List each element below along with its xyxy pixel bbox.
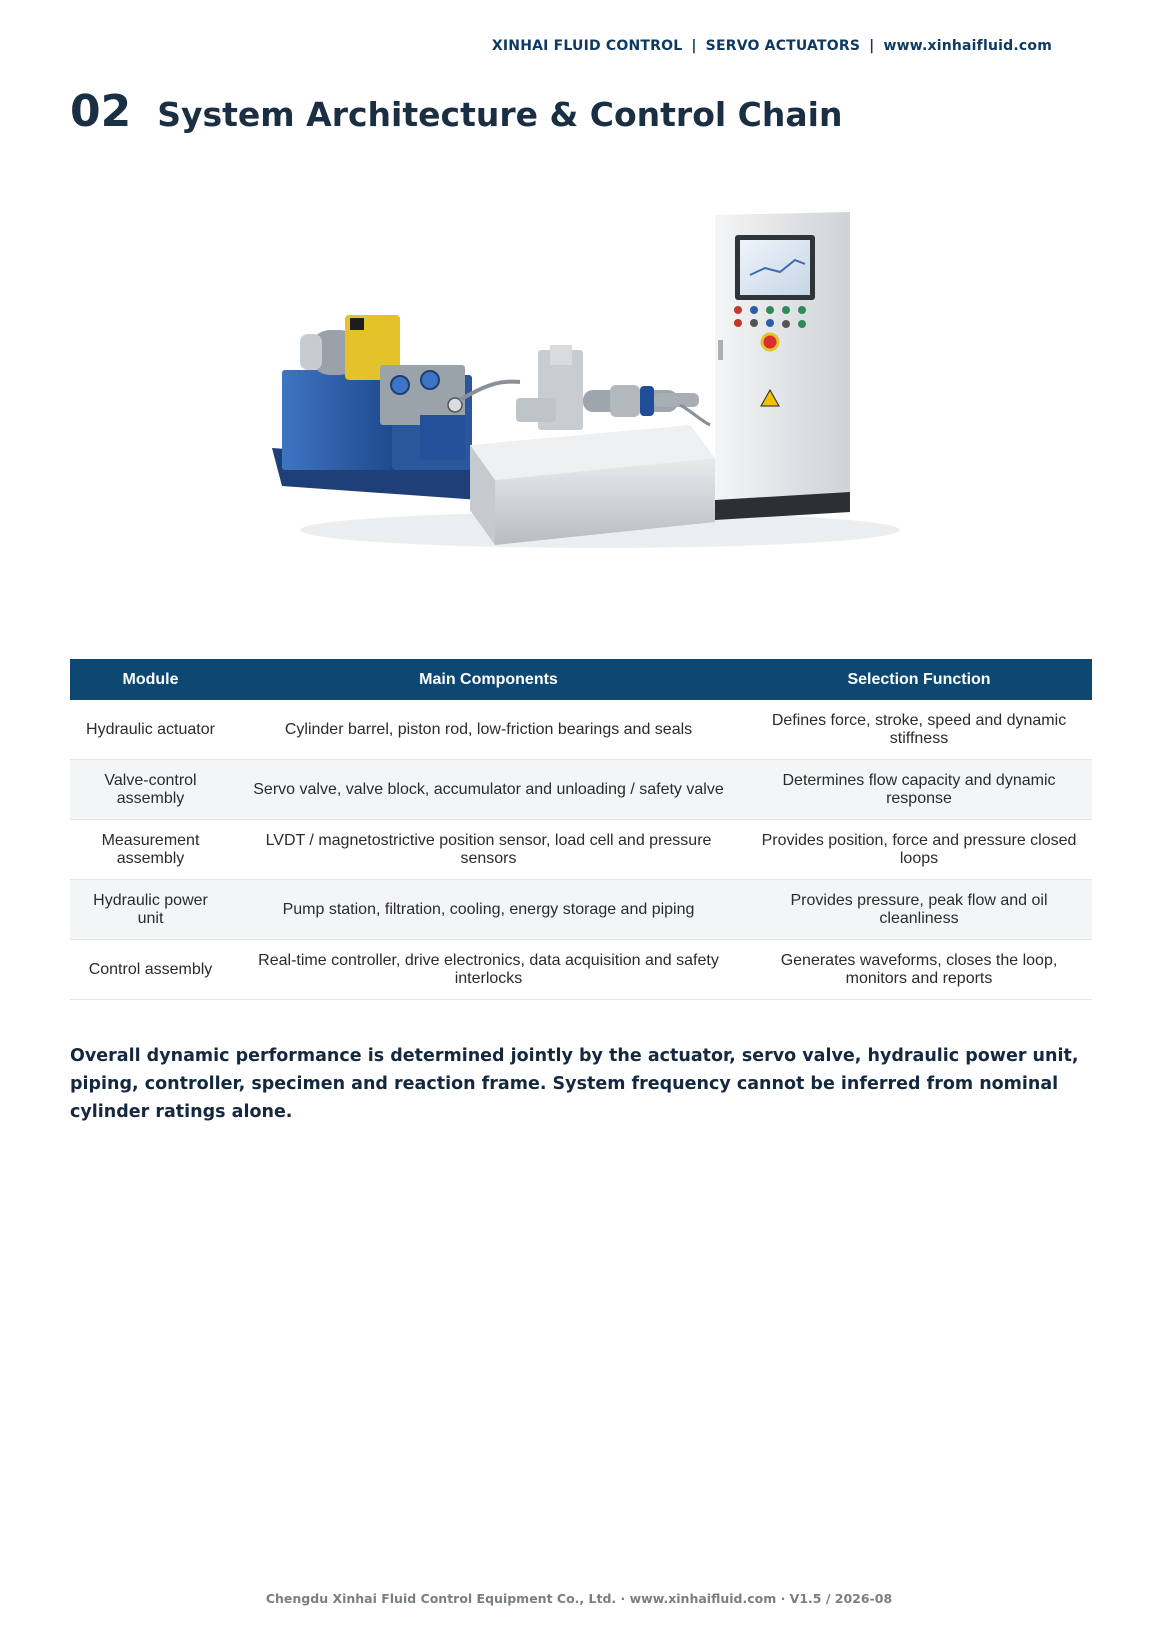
module-cell: Control assembly — [70, 940, 231, 1000]
function-cell: Defines force, stroke, speed and dynamic stiffness — [746, 700, 1092, 760]
module-cell: Hydraulic actuator — [70, 700, 231, 760]
module-cell: Valve-control assembly — [70, 760, 231, 820]
components-cell: LVDT / magnetostrictive position sensor, load cell and pressure sensors — [231, 820, 746, 880]
table-row — [70, 700, 1092, 760]
header-website: www.xinhaifluid.com — [883, 38, 1052, 54]
test-system-svg — [270, 200, 910, 580]
module-table — [70, 659, 1092, 1000]
column-header-module: Module — [70, 659, 231, 700]
emergency-stop-icon — [762, 334, 778, 350]
components-cell: Pump station, filtration, cooling, energy storage and piping — [231, 880, 746, 940]
running-header — [492, 38, 1052, 54]
column-header-components: Main Components — [231, 659, 746, 700]
control-cabinet — [715, 212, 850, 520]
header-separator: | — [869, 38, 875, 54]
components-cell: Servo valve, valve block, accumulator and unloading / safety valve — [231, 760, 746, 820]
table-header-row — [70, 659, 1092, 700]
components-cell: Cylinder barrel, piston rod, low-friction bearings and seals — [231, 700, 746, 760]
table-row — [70, 940, 1092, 1000]
table-row — [70, 820, 1092, 880]
components-cell: Real-time controller, drive electronics, data acquisition and safety interlocks — [231, 940, 746, 1000]
section-title: System Architecture & Control Chain — [157, 95, 843, 134]
summary-note: Overall dynamic performance is determined jointly by the actuator, servo valve, hydraulic power unit, piping, controller, specimen and reaction frame. System frequency cannot be inferred from nominal cylinder ratings alone. — [70, 1045, 1079, 1122]
function-cell: Provides pressure, peak flow and oil cleanliness — [746, 880, 1092, 940]
section-heading — [70, 86, 842, 137]
table-row — [70, 760, 1092, 820]
section-number: 02 — [70, 86, 132, 137]
header-brand: XINHAI FLUID CONTROL — [491, 38, 683, 54]
module-cell: Hydraulic power unit — [70, 880, 231, 940]
header-product-line: SERVO ACTUATORS — [705, 38, 861, 54]
test-system-illustration — [270, 200, 910, 580]
column-header-function: Selection Function — [746, 659, 1092, 700]
page-footer: Chengdu Xinhai Fluid Control Equipment Co., Ltd. · www.xinhaifluid.com · V1.5 / 2026-08 — [265, 1591, 893, 1606]
header-separator: | — [691, 38, 697, 54]
function-cell: Determines flow capacity and dynamic response — [746, 760, 1092, 820]
module-cell: Measurement assembly — [70, 820, 231, 880]
function-cell: Provides position, force and pressure closed loops — [746, 820, 1092, 880]
table-row — [70, 880, 1092, 940]
function-cell: Generates waveforms, closes the loop, monitors and reports — [746, 940, 1092, 1000]
test-bench-table — [470, 345, 715, 545]
